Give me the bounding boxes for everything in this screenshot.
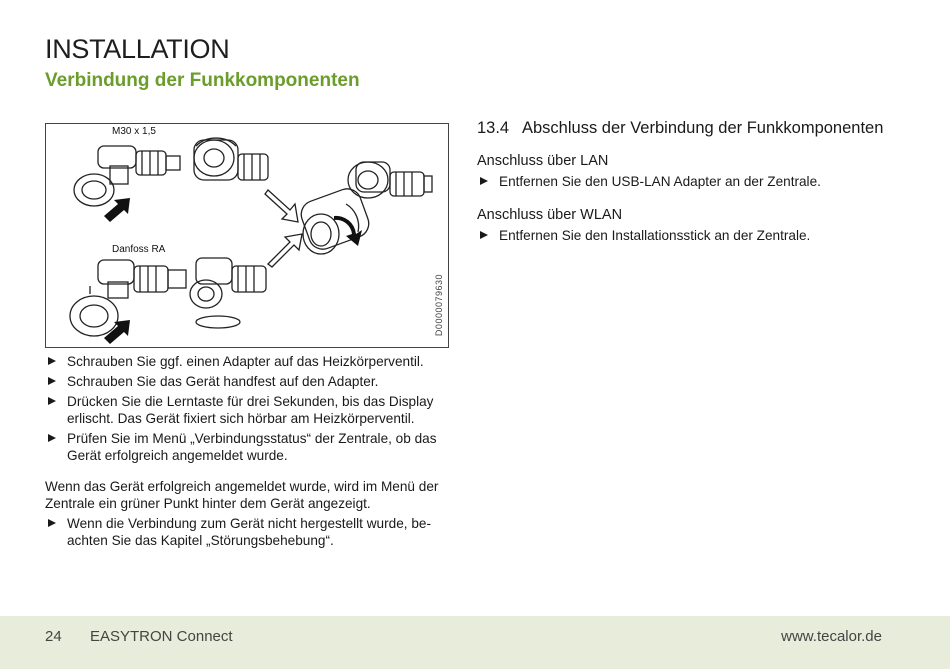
section-subtitle: Verbindung der Funkkomponenten bbox=[45, 70, 360, 91]
page-number: 24 bbox=[45, 628, 62, 645]
instruction-list-2 bbox=[45, 515, 455, 549]
bullet-triangle-icon bbox=[480, 231, 488, 239]
instruction-item: Schrauben Sie ggf. einen Adapter auf das Heizkörperventil. bbox=[45, 353, 455, 370]
installation-figure bbox=[45, 123, 449, 348]
chapter-number: 13.4 bbox=[477, 119, 510, 137]
website-link[interactable]: www.tecalor.de bbox=[781, 628, 882, 645]
bullet-triangle-icon bbox=[48, 397, 56, 405]
instruction-item: Entfernen Sie den Installationsstick an der Zentrale. bbox=[477, 227, 907, 244]
right-column bbox=[477, 118, 907, 247]
lan-list bbox=[477, 173, 907, 190]
bullet-triangle-icon bbox=[48, 377, 56, 385]
instruction-item: Drücken Sie die Lerntaste für drei Sekunden, bis das Display erlischt. Das Gerät fixiert sich hörbar am Heizkörperventil. bbox=[45, 393, 455, 427]
valve-top-middle bbox=[194, 138, 268, 180]
bullet-triangle-icon bbox=[480, 177, 488, 185]
arrow-outline-icon bbox=[265, 190, 298, 222]
chapter-title: Abschluss der Verbindung der Funkkomponenten bbox=[522, 119, 884, 137]
info-paragraph: Wenn das Gerät erfolgreich angemeldet wurde, wird im Menü der Zentrale ein grüner Punkt hinter dem Gerät angezeigt. bbox=[45, 479, 439, 511]
instruction-list bbox=[45, 353, 455, 464]
instruction-item: Schrauben Sie das Gerät handfest auf den Adapter. bbox=[45, 373, 455, 390]
bullet-triangle-icon bbox=[48, 519, 56, 527]
product-name: EASYTRON Connect bbox=[90, 628, 233, 645]
lan-heading: Anschluss über LAN bbox=[477, 153, 609, 169]
valve-right bbox=[297, 162, 432, 254]
valve-top-left bbox=[74, 146, 180, 206]
left-column bbox=[45, 353, 455, 552]
bullet-triangle-icon bbox=[48, 357, 56, 365]
instruction-item: Prüfen Sie im Menü „Verbindungsstatus“ der Zentrale, ob das Gerät erfolgreich angemeldet wurde. bbox=[45, 430, 455, 464]
section-title: INSTALLATION bbox=[45, 34, 230, 64]
instruction-item: Wenn die Verbindung zum Gerät nicht hergestellt wurde, beachten Sie das Kapitel „Störungsbehebung“. bbox=[45, 515, 455, 549]
valve-illustration bbox=[46, 124, 448, 347]
figure-label-thread: M30 x 1,5 bbox=[112, 126, 156, 137]
arrow-outline-icon bbox=[268, 234, 302, 267]
figure-code: D0000079630 bbox=[434, 274, 444, 337]
page-footer bbox=[0, 616, 950, 669]
wlan-heading: Anschluss über WLAN bbox=[477, 207, 623, 223]
bullet-triangle-icon bbox=[48, 434, 56, 442]
wlan-list bbox=[477, 227, 907, 244]
chapter-heading bbox=[477, 118, 907, 138]
instruction-item: Entfernen Sie den USB-LAN Adapter an der Zentrale. bbox=[477, 173, 907, 190]
figure-label-danfoss: Danfoss RA bbox=[112, 244, 166, 255]
valve-bottom-middle bbox=[190, 258, 266, 328]
